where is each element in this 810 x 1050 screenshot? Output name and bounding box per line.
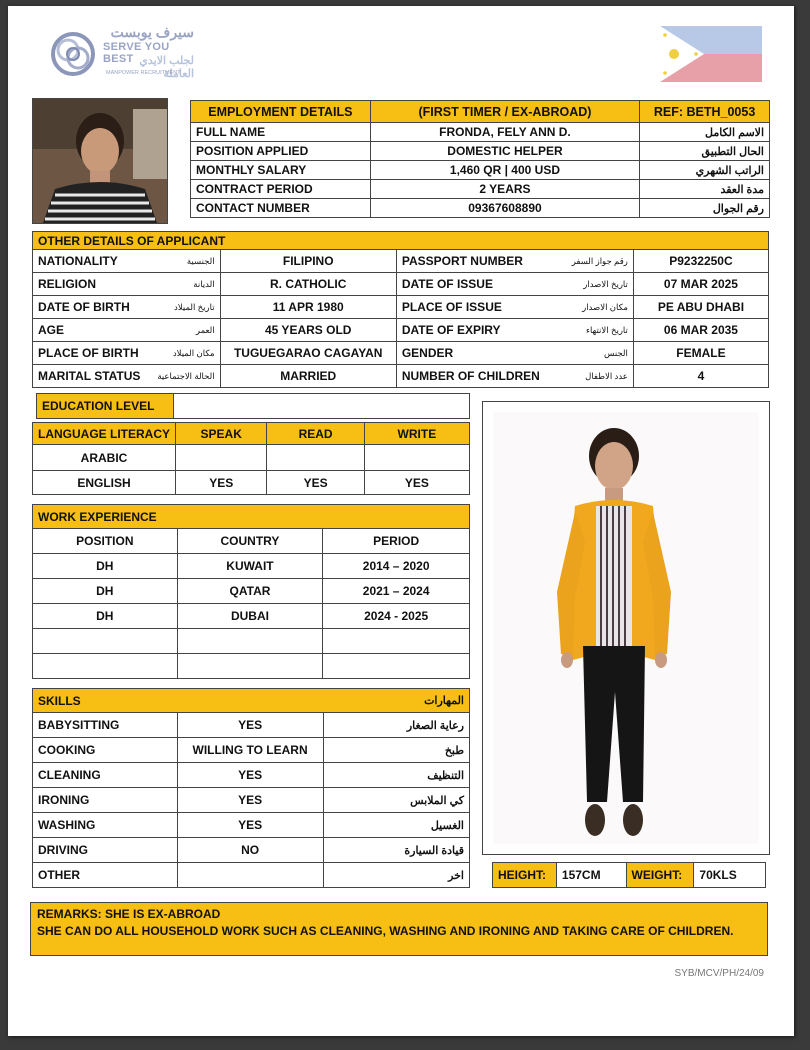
- work-row-position: DH: [33, 554, 178, 579]
- arabic-monthly-salary: الراتب الشهري: [640, 161, 770, 180]
- skills-header: SKILLS: [33, 689, 324, 713]
- work-row-country: [177, 629, 323, 654]
- logo-arabic-bottom: لجلب الايدي العاملة: [139, 55, 194, 80]
- skill-value: WILLING TO LEARN: [177, 738, 323, 763]
- work-row-position: [33, 629, 178, 654]
- label-contract-period: CONTRACT PERIOD: [191, 180, 371, 199]
- language-english: ENGLISH: [33, 471, 176, 495]
- skill-value: YES: [177, 813, 323, 838]
- label-contact-number: CONTACT NUMBER: [191, 199, 371, 218]
- skill-arabic: التنظيف: [323, 763, 470, 788]
- value-date-of-expiry: 06 MAR 2035: [633, 319, 768, 342]
- work-row-period: [323, 629, 470, 654]
- full-body-photo-icon: [483, 402, 769, 854]
- english-speak: YES: [176, 471, 267, 495]
- skill-arabic: رعاية الصغار: [323, 713, 470, 738]
- applicant-face-photo: [32, 98, 168, 224]
- employment-type: (FIRST TIMER / EX-ABROAD): [370, 101, 639, 123]
- education-label: EDUCATION LEVEL: [37, 394, 174, 419]
- value-place-of-issue: PE ABU DHABI: [633, 296, 768, 319]
- reference-number: REF: BETH_0053: [640, 101, 770, 123]
- work-column-position: POSITION: [33, 529, 178, 554]
- philippines-flag-icon: [660, 26, 762, 82]
- work-experience-header: WORK EXPERIENCE: [33, 505, 470, 529]
- label-passport-number: PASSPORT NUMBER: [396, 250, 545, 273]
- education-table: [36, 393, 470, 419]
- arabic-number-of-children: عدد الاطفال: [545, 365, 634, 388]
- other-details-table: [32, 231, 769, 388]
- label-gender: GENDER: [396, 342, 545, 365]
- label-nationality: NATIONALITY: [33, 250, 146, 273]
- work-row-period: 2014 – 2020: [323, 554, 470, 579]
- skill-arabic: اخر: [323, 863, 470, 888]
- skill-label: WASHING: [33, 813, 178, 838]
- value-full-name: FRONDA, FELY ANN D.: [370, 123, 639, 142]
- arabic-nationality: الجنسية: [145, 250, 220, 273]
- label-date-of-expiry: DATE OF EXPIRY: [396, 319, 545, 342]
- company-logo: [48, 24, 198, 82]
- arabic-date-of-issue: تاريخ الاصدار: [545, 273, 634, 296]
- height-label: HEIGHT:: [493, 863, 557, 888]
- work-row-position: DH: [33, 579, 178, 604]
- work-row-period: [323, 654, 470, 679]
- work-row-country: QATAR: [177, 579, 323, 604]
- logo-english: SERVE YOU BEST: [103, 41, 170, 65]
- language-header: LANGUAGE LITERACY: [33, 423, 176, 445]
- remarks-box: [30, 902, 768, 956]
- weight-label: WEIGHT:: [626, 863, 694, 888]
- work-column-period: PERIOD: [323, 529, 470, 554]
- other-details-header: OTHER DETAILS OF APPLICANT: [33, 232, 769, 250]
- remarks-line-1: REMARKS: SHE IS EX-ABROAD: [37, 907, 221, 921]
- logo-sub: MANPOWER RECRUITMENT: [106, 70, 181, 76]
- arabic-marital-status: الحالة الاجتماعية: [145, 365, 220, 388]
- arabic-read: [267, 445, 364, 471]
- skill-label: COOKING: [33, 738, 178, 763]
- height-weight-table: [492, 862, 766, 888]
- english-read: YES: [267, 471, 364, 495]
- arabic-speak: [176, 445, 267, 471]
- value-marital-status: MARRIED: [220, 365, 396, 388]
- skill-value: NO: [177, 838, 323, 863]
- work-experience-table: [32, 504, 470, 679]
- label-monthly-salary: MONTHLY SALARY: [191, 161, 371, 180]
- skill-label: BABYSITTING: [33, 713, 178, 738]
- skill-label: DRIVING: [33, 838, 178, 863]
- language-table: [32, 422, 470, 495]
- work-row-position: DH: [33, 604, 178, 629]
- work-column-country: COUNTRY: [177, 529, 323, 554]
- cv-page: [8, 6, 794, 1036]
- label-number-of-children: NUMBER OF CHILDREN: [396, 365, 545, 388]
- arabic-place-of-birth: مكان الميلاد: [145, 342, 220, 365]
- skill-label: OTHER: [33, 863, 178, 888]
- applicant-full-body-photo: [482, 401, 770, 855]
- skill-arabic: طبخ: [323, 738, 470, 763]
- height-value: 157CM: [556, 863, 626, 888]
- skill-value: YES: [177, 788, 323, 813]
- value-passport-number: P9232250C: [633, 250, 768, 273]
- skill-value: YES: [177, 763, 323, 788]
- skills-header-arabic: المهارات: [323, 689, 470, 713]
- language-arabic: ARABIC: [33, 445, 176, 471]
- arabic-write: [364, 445, 469, 471]
- employment-details-table: [190, 100, 770, 218]
- speak-header: SPEAK: [176, 423, 267, 445]
- skills-table: [32, 688, 470, 888]
- arabic-full-name: الاسم الكامل: [640, 123, 770, 142]
- arabic-gender: الجنس: [545, 342, 634, 365]
- read-header: READ: [267, 423, 364, 445]
- logo-arabic-top: سيرف يوبست: [110, 24, 194, 40]
- arabic-position-applied: الحال التطبيق: [640, 142, 770, 161]
- work-row-position: [33, 654, 178, 679]
- skill-arabic: الغسيل: [323, 813, 470, 838]
- arabic-religion: الديانة: [145, 273, 220, 296]
- value-contract-period: 2 YEARS: [370, 180, 639, 199]
- value-age: 45 YEARS OLD: [220, 319, 396, 342]
- label-place-of-birth: PLACE OF BIRTH: [33, 342, 146, 365]
- arabic-contract-period: مدة العقد: [640, 180, 770, 199]
- label-date-of-birth: DATE OF BIRTH: [33, 296, 146, 319]
- skill-value: [177, 863, 323, 888]
- logo-emblem-icon: [48, 26, 98, 82]
- education-value: [173, 394, 469, 419]
- employment-header: EMPLOYMENT DETAILS: [191, 101, 371, 123]
- work-row-period: 2021 – 2024: [323, 579, 470, 604]
- value-number-of-children: 4: [633, 365, 768, 388]
- value-date-of-issue: 07 MAR 2025: [633, 273, 768, 296]
- value-contact-number: 09367608890: [370, 199, 639, 218]
- weight-value: 70KLS: [694, 863, 766, 888]
- value-monthly-salary: 1,460 QR | 400 USD: [370, 161, 639, 180]
- value-position-applied: DOMESTIC HELPER: [370, 142, 639, 161]
- write-header: WRITE: [364, 423, 469, 445]
- label-marital-status: MARITAL STATUS: [33, 365, 146, 388]
- label-age: AGE: [33, 319, 146, 342]
- skill-label: CLEANING: [33, 763, 178, 788]
- skill-arabic: قيادة السيارة: [323, 838, 470, 863]
- skill-label: IRONING: [33, 788, 178, 813]
- english-write: YES: [364, 471, 469, 495]
- value-date-of-birth: 11 APR 1980: [220, 296, 396, 319]
- work-row-country: KUWAIT: [177, 554, 323, 579]
- work-row-country: [177, 654, 323, 679]
- face-photo-icon: [33, 99, 167, 223]
- arabic-place-of-issue: مكان الاصدار: [545, 296, 634, 319]
- label-place-of-issue: PLACE OF ISSUE: [396, 296, 545, 319]
- value-gender: FEMALE: [633, 342, 768, 365]
- arabic-age: العمر: [145, 319, 220, 342]
- document-code: SYB/MCV/PH/24/09: [674, 968, 764, 979]
- arabic-contact-number: رقم الجوال: [640, 199, 770, 218]
- work-row-country: DUBAI: [177, 604, 323, 629]
- label-position-applied: POSITION APPLIED: [191, 142, 371, 161]
- skill-value: YES: [177, 713, 323, 738]
- value-place-of-birth: TUGUEGARAO CAGAYAN: [220, 342, 396, 365]
- value-nationality: FILIPINO: [220, 250, 396, 273]
- value-religion: R. CATHOLIC: [220, 273, 396, 296]
- arabic-date-of-expiry: تاريخ الانتهاء: [545, 319, 634, 342]
- label-full-name: FULL NAME: [191, 123, 371, 142]
- work-row-period: 2024 - 2025: [323, 604, 470, 629]
- label-date-of-issue: DATE OF ISSUE: [396, 273, 545, 296]
- label-religion: RELIGION: [33, 273, 146, 296]
- arabic-date-of-birth: تاريخ الميلاد: [145, 296, 220, 319]
- arabic-passport-number: رقم جواز السفر: [545, 250, 634, 273]
- skill-arabic: كي الملابس: [323, 788, 470, 813]
- remarks-line-2: SHE CAN DO ALL HOUSEHOLD WORK SUCH AS CLEANING, WASHING AND IRONING AND TAKING CARE OF CHILDREN.: [37, 924, 734, 938]
